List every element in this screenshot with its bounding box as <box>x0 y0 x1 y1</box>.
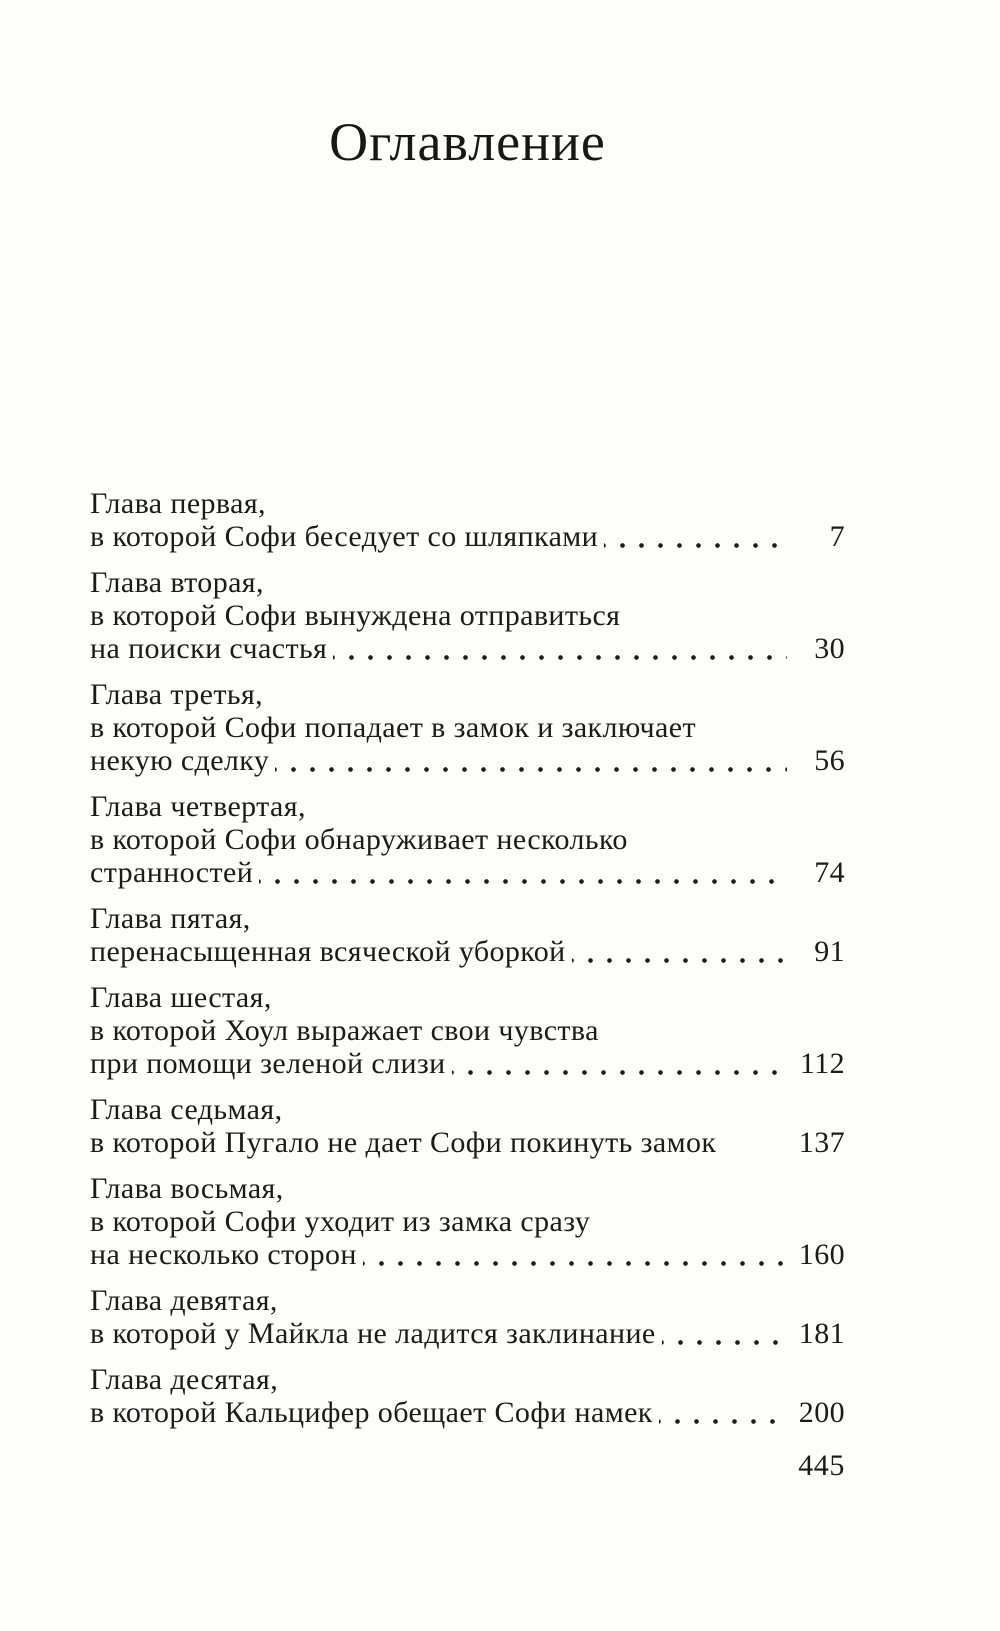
page-ref: 181 <box>798 1317 845 1350</box>
toc-entry-text: на поиски счастья <box>90 632 328 665</box>
toc-entry <box>90 1172 845 1271</box>
toc-entry <box>90 1284 845 1350</box>
page-ref: 112 <box>799 1047 845 1080</box>
toc-entry-text: при помощи зеленой слизи <box>90 1047 446 1080</box>
dot-leader <box>275 744 787 777</box>
toc-entry-line: в которой Хоул выражает свои чувства <box>90 1014 599 1047</box>
page-ref: 74 <box>814 856 845 889</box>
dot-leader <box>572 935 787 968</box>
dot-leader <box>259 856 787 889</box>
page-ref: 160 <box>798 1238 845 1271</box>
toc-entry-line: Глава восьмая, <box>90 1172 284 1205</box>
toc-entry-line: Глава вторая, <box>90 566 264 599</box>
toc-entry-lastline <box>90 1317 845 1350</box>
toc-entry-line: Глава четвертая, <box>90 790 306 823</box>
toc-entry-line: в которой Софи уходит из замка сразу <box>90 1205 591 1238</box>
toc-entry-lastline <box>90 632 845 665</box>
toc-entry <box>90 902 845 968</box>
dot-leader <box>604 520 787 553</box>
toc-entry <box>90 678 845 777</box>
page-ref: 91 <box>814 935 845 968</box>
dot-leader <box>452 1047 787 1080</box>
toc-entry-text: в которой Кальцифер обещает Софи намек <box>90 1396 653 1429</box>
dot-leader <box>333 632 787 665</box>
toc-entry-text: на несколько сторон <box>90 1238 357 1271</box>
toc-entry <box>90 981 845 1080</box>
page-ref: 30 <box>814 632 845 665</box>
toc-entry-lastline <box>90 1396 845 1429</box>
toc-entry-lastline <box>90 1126 845 1159</box>
folio-page-number: 445 <box>798 1449 845 1482</box>
toc-entry-line: Глава пятая, <box>90 902 251 935</box>
page-ref: 137 <box>798 1126 845 1159</box>
toc-entry-line: в которой Софи вынуждена отправиться <box>90 599 621 632</box>
toc-entry-lastline <box>90 935 845 968</box>
toc-entry <box>90 1093 845 1159</box>
toc-entries <box>90 487 845 1442</box>
toc-entry-line: в которой Софи попадает в замок и заключает <box>90 711 696 744</box>
toc-entry-line: в которой Софи обнаруживает несколько <box>90 823 628 856</box>
toc-entry-lastline <box>90 856 845 889</box>
toc-entry <box>90 790 845 889</box>
page-ref: 7 <box>829 520 845 553</box>
toc-entry-line: Глава третья, <box>90 678 264 711</box>
toc-entry-text: странностей <box>90 856 254 889</box>
toc-entry-text: в которой у Майкла не ладится заклинание <box>90 1317 656 1350</box>
toc-entry-line: Глава десятая, <box>90 1363 279 1396</box>
toc-entry <box>90 487 845 553</box>
page-title: Оглавление <box>329 112 606 172</box>
toc-entry-lastline <box>90 520 845 553</box>
page-ref: 56 <box>814 744 845 777</box>
dot-leader <box>722 1126 787 1159</box>
toc-entry-line: Глава седьмая, <box>90 1093 283 1126</box>
dot-leader <box>659 1396 787 1429</box>
toc-entry-line: Глава шестая, <box>90 981 272 1014</box>
toc-entry-line: Глава девятая, <box>90 1284 278 1317</box>
toc-entry-line: Глава первая, <box>90 487 266 520</box>
toc-entry-text: некую сделку <box>90 744 270 777</box>
toc-entry-text: в которой Пугало не дает Софи покинуть замок <box>90 1126 717 1159</box>
toc-entry-text: перенасыщенная всяческой уборкой <box>90 935 566 968</box>
toc-entry <box>90 1363 845 1429</box>
dot-leader <box>363 1238 787 1271</box>
dot-leader <box>662 1317 787 1350</box>
toc-entry-text: в которой Софи беседует со шляпками <box>90 520 599 553</box>
toc-entry-lastline <box>90 744 845 777</box>
page-ref: 200 <box>798 1396 845 1429</box>
toc-entry-lastline <box>90 1047 845 1080</box>
toc-entry <box>90 566 845 665</box>
toc-entry-lastline <box>90 1238 845 1271</box>
